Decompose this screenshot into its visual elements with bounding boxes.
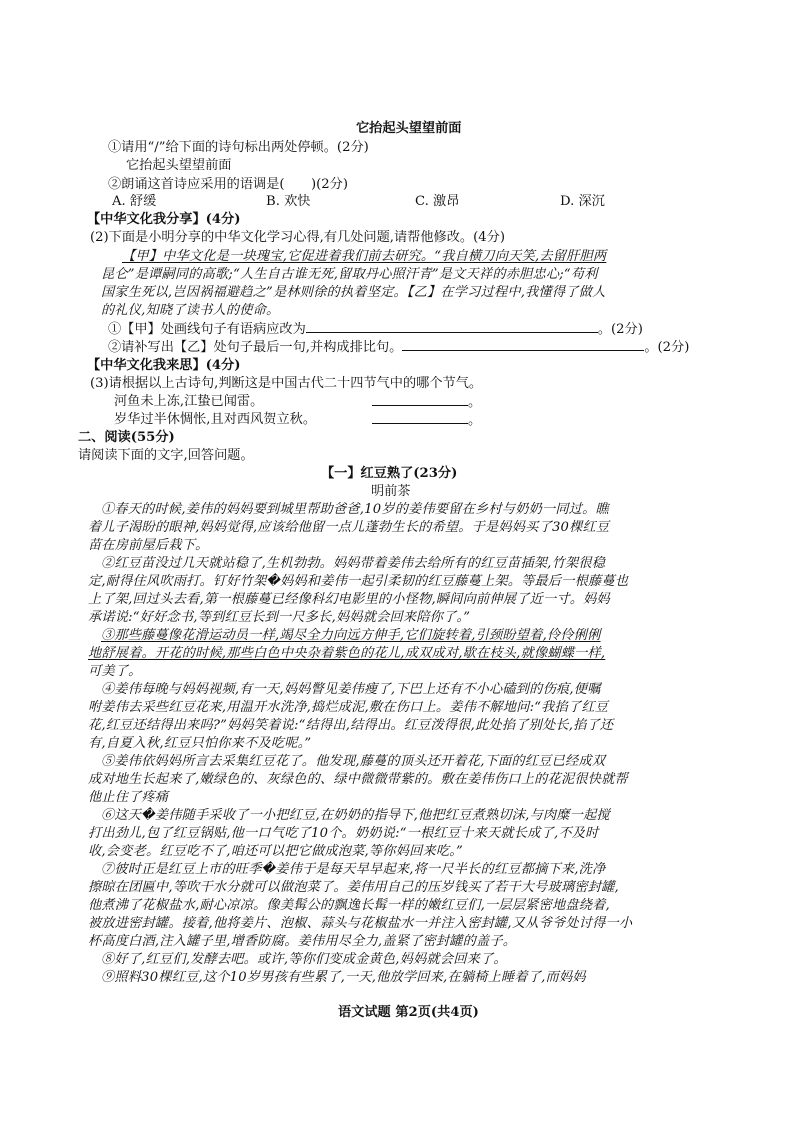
- section-think-heading: 【中华文化我来思】(4分): [87, 358, 241, 373]
- article-line: 杯高度白酒,注入罐子里,增香防腐。姜伟用尽全力,盖紧了密封罐的盖子。: [88, 934, 517, 949]
- article-line: 收,会变老。红豆吃不了,咱还可以把它做成泡菜,等你妈回来吃。”: [88, 844, 463, 859]
- article-line-underlined: ③那些藤蔓像花滑运动员一样,竭尽全力向远方伸手,它们旋转着,引颈盼望着,伶伶俐俐: [101, 628, 601, 643]
- share-paragraph-line: [122, 248, 606, 265]
- option-d: D. 深沉: [560, 194, 605, 209]
- article-line: 苗在房前屋后栽下。: [88, 538, 209, 553]
- article-line: ④姜伟每晚与妈妈视频,有一天,妈妈瞥见姜伟瘦了,下巴上还有不小心磕到的伤痕,便嘱: [101, 682, 601, 697]
- share-subquestion-2-text: ②请补写出【乙】处句子最后一句,并构成排比句。: [108, 340, 403, 355]
- section-share-heading: 【中华文化我分享】(4分): [87, 212, 241, 227]
- share-paragraph-line: 国家生死以,岂因祸福避趋之”是林则徐的执着坚定。【乙】在学习过程中,我懂得了做人: [101, 285, 606, 300]
- share-subquestion-2: [108, 338, 689, 356]
- page-footer: 语文试题 第2页(共4页): [338, 1005, 479, 1020]
- answer-blank[interactable]: [402, 338, 644, 351]
- option-b: B. 欢快: [266, 194, 311, 209]
- option-a: A. 舒缓: [112, 194, 157, 209]
- share-paragraph-line: 的礼仪,知晓了读书人的使命。: [101, 303, 280, 318]
- share-question-intro: (2)下面是小明分享的中华文化学习心得,有几处问题,请帮他修改。(4分): [90, 230, 505, 245]
- article-line: ⑦彼时正是红豆上市的旺季�姜伟于是每天早早起来,将一尺半长的红豆都摘下来,洗净: [101, 862, 606, 877]
- article-line: ②红豆苗没过几天就站稳了,生机勃勃。妈妈带着姜伟去给所有的红豆苗插架,竹架很稳: [101, 556, 606, 571]
- article-line: 他止住了疼痛: [88, 790, 169, 805]
- question-1-line: 它抬起头望望前面: [126, 158, 232, 173]
- share-subquestion-2-score: 。(2分): [644, 340, 690, 355]
- share-subquestion-1-text: ①【甲】处画线句子有语病应改为: [108, 322, 306, 337]
- answer-line-2: [372, 411, 481, 429]
- article-line: 打出劲儿,包了红豆锅贴,他一口气吃了10个。奶奶说:“一根红豆十来天就长成了,不及时: [88, 826, 599, 841]
- question-3-line-2: [114, 411, 316, 428]
- share-underlined-sentence: 【甲】中华文化是一块瑰宝,它促进着我们前去研究。“我自横刀向天笑,去留肝胆两: [122, 249, 607, 264]
- answer-blank[interactable]: [372, 411, 468, 424]
- article-line: [88, 645, 605, 662]
- poem-line: 岁华过半休惆怅,且对西风贺立秋。: [114, 412, 317, 427]
- question-3-line-1: [114, 393, 263, 410]
- article-line: ⑧好了,红豆们,发酵去吧。或许,等你们变成金黄色,妈妈就会回来了。: [101, 952, 507, 967]
- answer-blank[interactable]: [372, 393, 468, 406]
- article-line: ⑤姜伟依妈妈所言去采集红豆花了。他发现,藤蔓的顶头还开着花,下面的红豆已经成双: [101, 754, 606, 769]
- article-line: 定,耐得住风吹雨打。钉好竹架�妈妈和姜伟一起引柔韧的红豆藤蔓上架。等最后一根藤蔓也: [88, 574, 629, 589]
- answer-blank[interactable]: [306, 320, 598, 333]
- article-author: 明前茶: [371, 484, 411, 499]
- poem-line: 河鱼未上冻,江蛰已闻雷。: [114, 394, 264, 409]
- article-line: 着儿子渴盼的眼神,妈妈觉得,应该给他留一点儿蓬勃生长的希望。于是妈妈买了30棵红豆: [88, 520, 610, 535]
- answer-line-1: [372, 393, 481, 411]
- article-line: ⑨照料30棵红豆,这个10岁男孩有些累了,一天,他放学回来,在躺椅上睡着了,而妈妈: [101, 970, 586, 985]
- article-line: ⑥这天�姜伟随手采收了一小把红豆,在奶奶的指导下,他把红豆煮熟切沫,与肉糜一起搅: [101, 808, 610, 823]
- article-line: ①春天的时候,姜伟的妈妈要到城里帮助爸爸,10岁的姜伟要留在乡村与奶奶一同过。瞧: [101, 502, 609, 517]
- article-line: 承诺说:“好好念书,等到红豆长到一尺多长,妈妈就会回来陪你了。”: [88, 610, 471, 625]
- question-3-intro: (3)请根据以上古诗句,判断这是中国古代二十四节气中的哪个节气。: [90, 376, 483, 391]
- reading-intro: 请阅读下面的文字,回答问题。: [78, 448, 254, 463]
- article-line: 上了架,回过头去看,第一根藤蔓已经像科幻电影里的小怪物,瞬间向前伸展了近一寸。妈妈: [88, 592, 610, 607]
- poem-title: 它抬起头望望前面: [356, 121, 462, 136]
- article-line: 可美了。: [88, 664, 142, 679]
- article-line: 成对地生长起来了,嫩绿色的、灰绿色的、绿中微微带紫的。敷在姜伟伤口上的花泥很快就帮: [88, 772, 628, 787]
- share-paragraph-line: 昆仑”是谭嗣同的高歌;“人生自古谁无死,留取丹心照汗青”是文天祥的赤胆忠心;“苟利: [101, 267, 598, 282]
- period: 。: [468, 395, 482, 410]
- underlined-phrase: 地舒展着。开花的时候,那些白色中央杂着紫色的花儿,成双成对,歇在枝头,就像蝴蝶一样,: [88, 646, 606, 661]
- article-line: 花,红豆还结得出来吗?”妈妈笑着说:“结得出,结得出。红豆泼得很,此处掐了别处长,掐了还: [88, 718, 614, 733]
- article-line: 有,自夏入秋,红豆只怕你来不及吃呢。”: [88, 736, 312, 751]
- option-c: C. 激昂: [415, 194, 460, 209]
- period: 。: [468, 413, 482, 428]
- question-2-prompt: ②朗诵这首诗应采用的语调是( )(2分): [108, 177, 348, 192]
- section-reading-heading: 二、阅读(55分): [78, 430, 175, 445]
- article-line: 被放进密封罐。接着,他将姜片、泡椒、蒜头与花椒盐水一并注入密封罐,又从爷爷处讨得一小: [88, 916, 633, 931]
- share-subquestion-1: [108, 320, 643, 338]
- article-title: 【一】红豆熟了(23分): [321, 466, 458, 481]
- question-1-prompt: ①请用“/”给下面的诗句标出两处停顿。(2分): [108, 140, 369, 155]
- article-line: 擦晾在团匾中,等吹干水分就可以做泡菜了。姜伟用自己的压岁钱买了若干大号玻璃密封罐,: [88, 880, 619, 895]
- article-line: 咐姜伟去采些红豆花来,用温开水洗净,捣烂成泥,敷在伤口上。姜伟不解地问:“我掐了红豆: [88, 700, 609, 715]
- article-line: 他煮沸了花椒盐水,耐心凉凉。像美髯公的飘逸长髯一样的嫩红豆们,一层层紧密地盘绕着,: [88, 898, 610, 913]
- share-subquestion-1-score: 。(2分): [597, 322, 643, 337]
